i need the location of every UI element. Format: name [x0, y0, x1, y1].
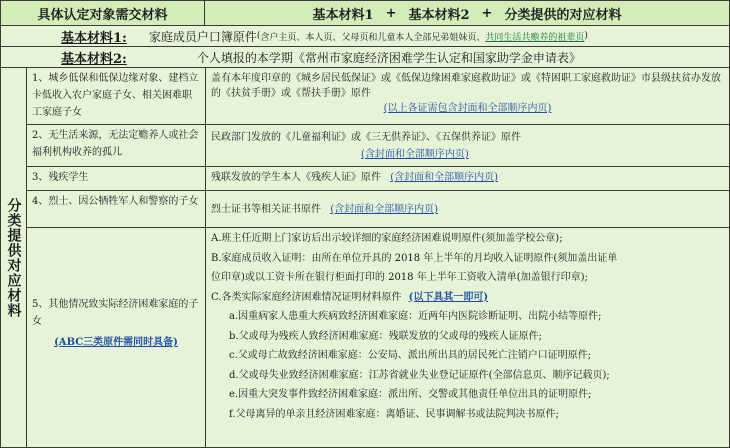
row5-sub-a: a.因重病家人患重大疾病致经济困难家庭：近两年内医院诊断证明、出院小结等原件; — [229, 311, 602, 322]
header-right-cell — [204, 0, 730, 26]
row5-sub-d: d.父或母失业致经济困难家庭：江苏省就业失业登记证原件(全部信息页、顺序记载页); — [229, 369, 610, 381]
row4-note: (含封面和全部顺序内页) — [330, 204, 438, 215]
basic-material-1-detail: 含户主页、本人页、父母页和儿童本人全部兄弟姐妹页、 — [260, 32, 486, 43]
header-plus2: + — [481, 5, 493, 21]
row1-note: (以上各证需包含封面和全部顺序内页) — [383, 103, 552, 114]
row5-sub-c: c.父或母亡故致经济困难家庭：公安局、派出所出具的居民死亡注销户口证明原件; — [229, 350, 592, 361]
basic-material-1-green-note: 共同生活共赡养的祖辈页 — [485, 32, 585, 43]
header-category-material: 分类提供的对应材料 — [504, 7, 622, 23]
row5-sub-f: f.父母离异的单亲且经济困难家庭：离婚证、民事调解书或法院判决书原件; — [229, 408, 559, 420]
row4-left-text: 4、烈士、因公牺牲军人和警察的子女 — [32, 196, 199, 207]
row4-right — [205, 190, 730, 228]
basic-material-1-paren-open: ( — [256, 31, 261, 41]
side-category-text: 分类提供对应材料 — [5, 197, 22, 318]
header-left-cell — [0, 0, 205, 26]
header-material1: 基本材料1 — [312, 7, 374, 23]
row1-right — [205, 67, 730, 125]
row2-right-text: 民政部门发放的《儿童福利证》或《三无供养证》、《五保供养证》原件 — [211, 132, 521, 143]
basic-material-1-label: 基本材料1: — [61, 30, 127, 46]
header-left-text: 具体认定对象需交材料 — [37, 7, 168, 23]
row5-sub-e: e.因重大突发事件致经济困难家庭：派出所、交警或其他责任单位出具的证明原件; — [229, 389, 592, 400]
row4-left — [26, 190, 206, 228]
basic-material-2-text: 个人填报的本学期《常州市家庭经济困难学生认定和国家助学金申请表》 — [196, 50, 581, 65]
row5-left — [26, 227, 206, 448]
row5-item-c — [211, 288, 724, 308]
row2-left-text: 2、无生活来源，无法定赡养人或社会福利机构收养的孤儿 — [32, 130, 199, 158]
row2-note: (含封面和全部顺序内页) — [361, 149, 469, 160]
basic-material-2-label: 基本材料2: — [61, 51, 127, 67]
row2-left — [26, 124, 206, 167]
header-material2: 基本材料2 — [408, 7, 470, 23]
row5-right — [205, 227, 730, 448]
row3-left — [26, 166, 206, 191]
row5-sub-b: b.父或母为残疾人致经济困难家庭：残联发放的父或母的残疾人证原件; — [229, 330, 542, 342]
row5-left-note: (ABC三类原件需同时具备) — [54, 337, 178, 348]
basic-material-1-paren-close: ) — [584, 31, 588, 41]
row4-right-text: 烈士证书等相关证书原件 — [211, 204, 321, 215]
row1-right-text: 盖有本年度印章的《城乡居民低保证》或《低保边缘困难家庭救助证》或《特困职工家庭救助证》市县级扶贫办发放的《扶贫手册》或《帮扶手册》原件 — [211, 73, 721, 99]
row3-left-text: 3、残疾学生 — [32, 172, 89, 183]
row5-left-text: 5、其他情况致实际经济困难家庭的子女 — [32, 299, 199, 327]
row5-item-c-note: (以下具其一即可) — [408, 291, 489, 303]
row5-item-b-line1: B.家庭成员收入证明：由所在单位开具的 2018 年上半年的月均收入证明原件(须加盖出证单 — [211, 252, 618, 264]
side-category-label — [0, 67, 27, 448]
row1-left — [26, 67, 206, 125]
header-plus1: + — [385, 5, 397, 21]
basic-material-1-main: 家庭成员户口簿原件 — [148, 29, 257, 44]
row3-right-text: 残联发放的学生本人《残疾人证》原件 — [211, 172, 381, 183]
row2-right — [205, 124, 730, 167]
row3-note: (含封面和全部顺序内页) — [390, 172, 498, 183]
basic-material-1-row — [0, 25, 730, 47]
row3-right — [205, 166, 730, 191]
row5-item-c-text: C.各类实际家庭经济困难情况证明材料原件 — [211, 291, 402, 303]
row1-left-text: 1、城乡低保和低保边缘对象、建档立卡低收入农户家庭子女、相关困难职工家庭子女 — [32, 73, 199, 118]
row5-item-a: A.班主任近期上门家访后出示较详细的家庭经济困难说明原件(须加盖学校公章); — [211, 233, 563, 244]
row5-item-b-line2: 位印章)或以工资卡所在银行柜面打印的 2018 年上半年工资收入清单(加盖银行印章); — [211, 272, 588, 283]
basic-material-2-row — [0, 46, 730, 68]
